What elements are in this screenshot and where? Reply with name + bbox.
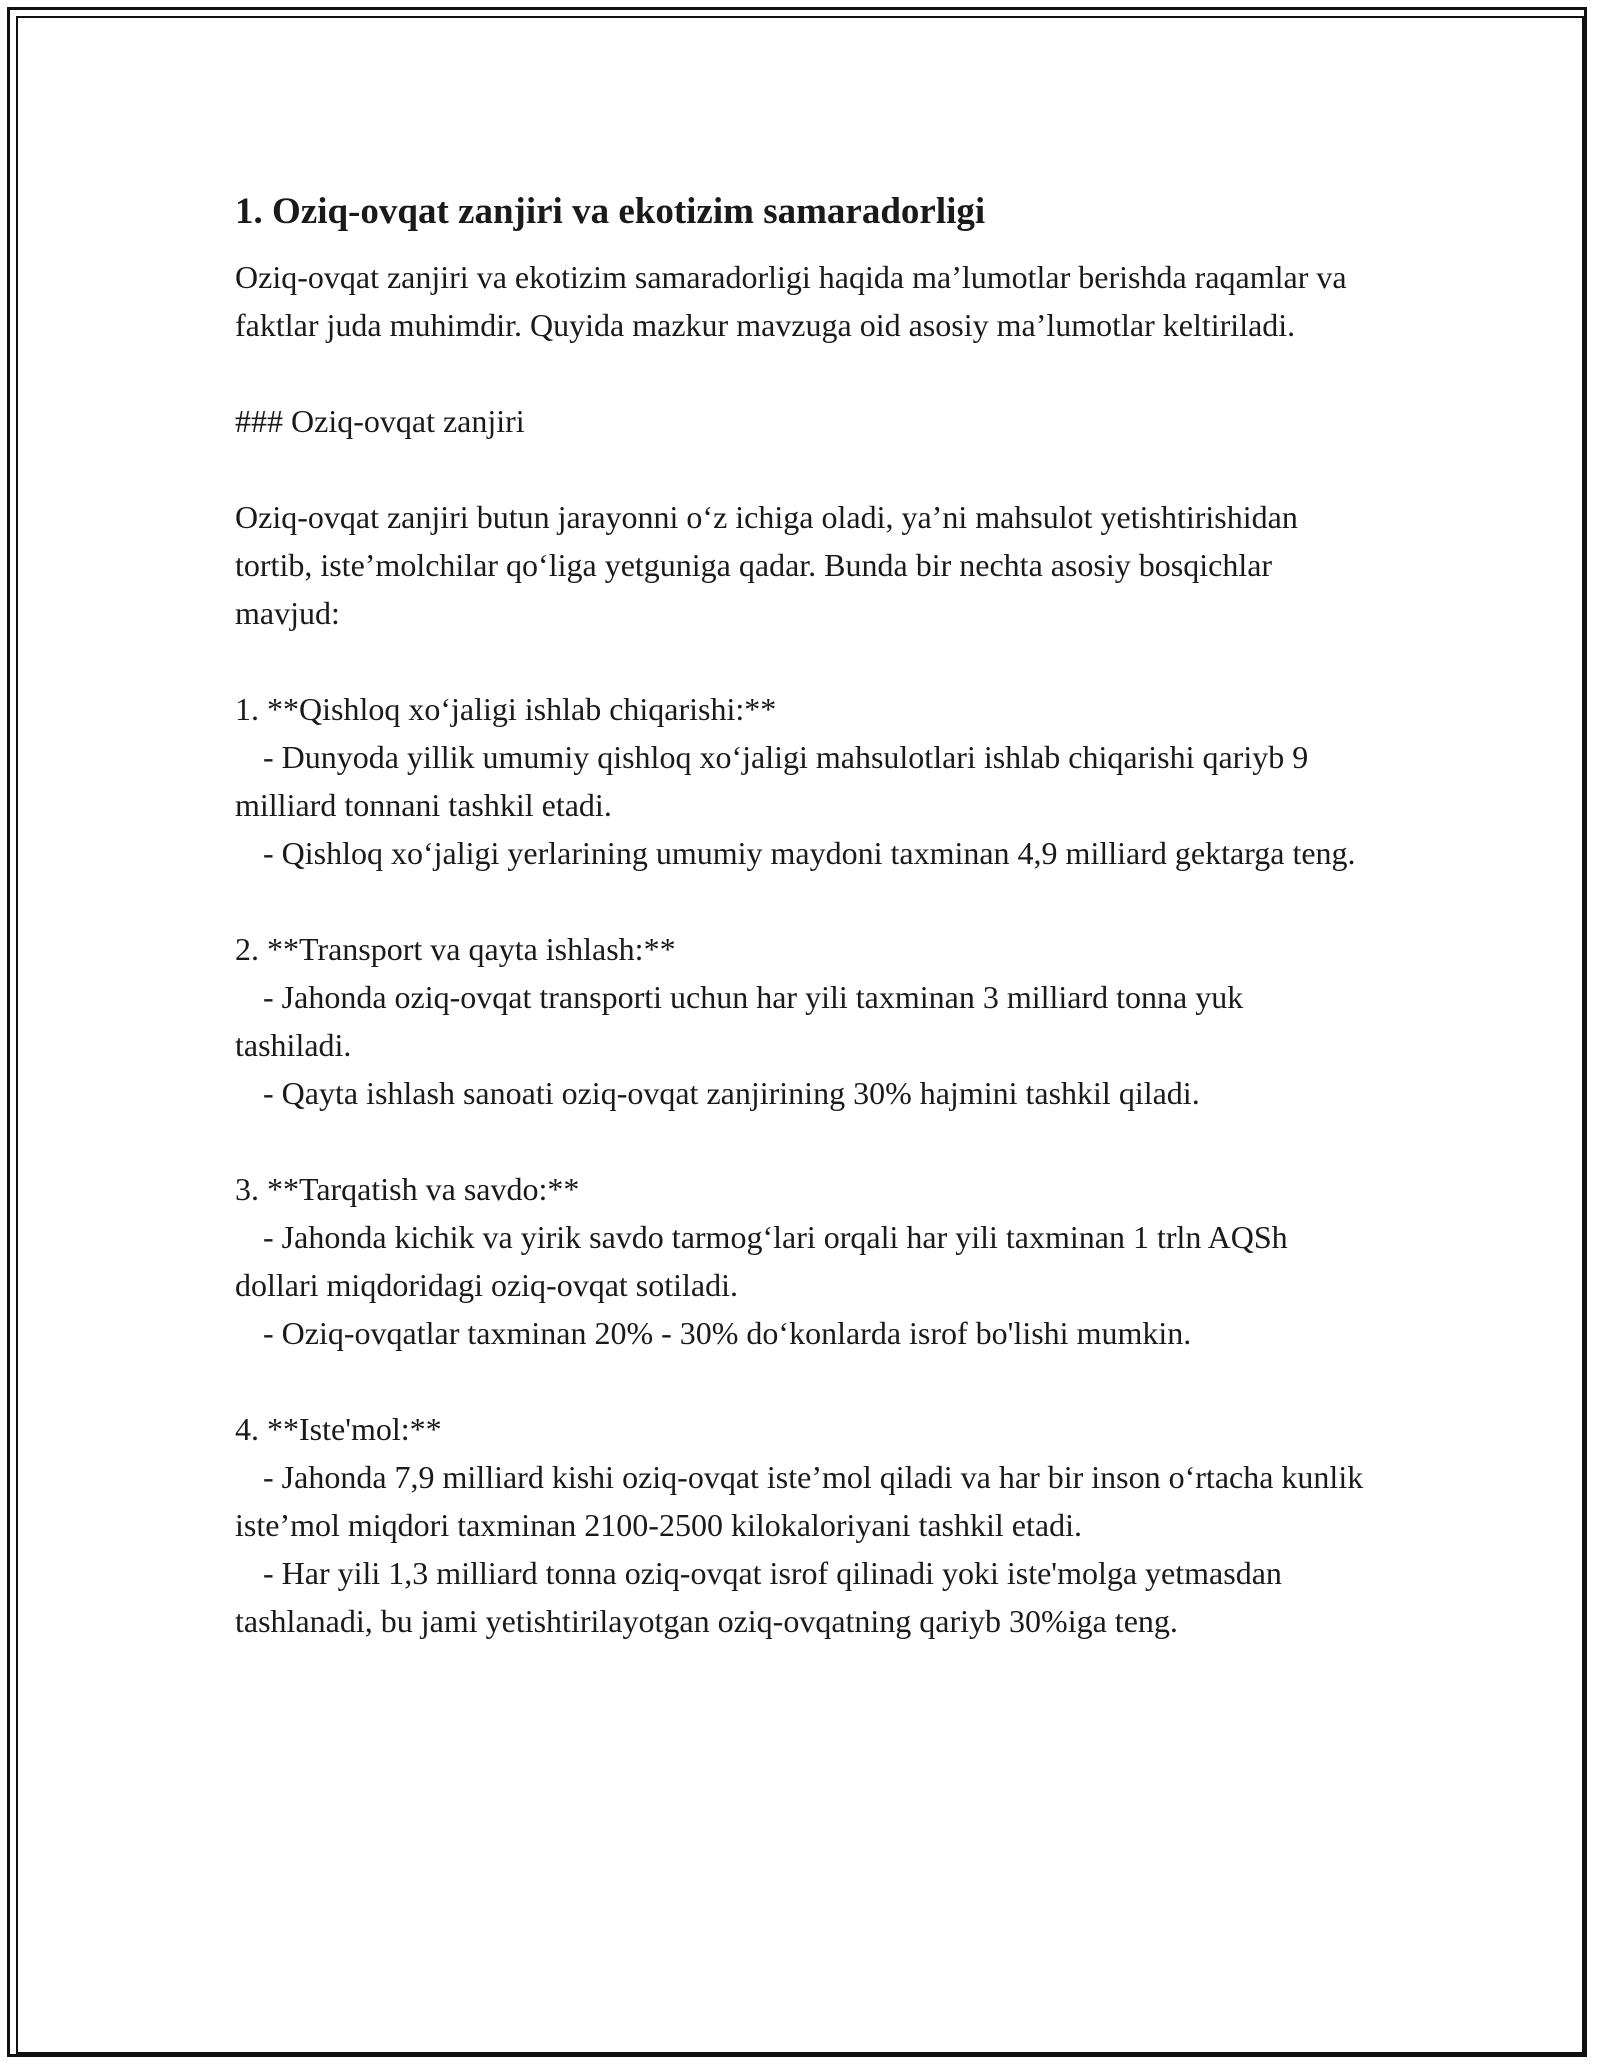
spacer [235,1357,1365,1405]
section-bullet: - Dunyoda yillik umumiy qishloq xo‘jaligi mahsulotlari ishlab chiqarishi qariyb 9 milliard tonnani tashkil etadi. [235,739,1317,823]
section-bullet: - Jahonda oziq-ovqat transporti uchun har yili taxminan 3 milliard tonna yuk tashiladi. [235,979,1252,1063]
section-bullet: - Qayta ishlash sanoati oziq-ovqat zanjirining 30% hajmini tashkil qiladi. [263,1075,1200,1111]
section-heading: 1. **Qishloq xo‘jaligi ishlab chiqarishi:** [235,691,777,727]
document-body [235,185,1372,1645]
section-bullet: - Qishloq xo‘jaligi yerlarining umumiy maydoni taxminan 4,9 milliard gektarga teng. [263,835,1356,871]
section-heading: 2. **Transport va qayta ishlash:** [235,931,676,967]
spacer [235,637,1365,685]
section-heading: 4. **Iste'mol:** [235,1411,442,1447]
spacer [235,1117,1365,1165]
subheading: ### Oziq-ovqat zanjiri [235,403,525,439]
section-bullet: - Oziq-ovqatlar taxminan 20% - 30% do‘konlarda isrof bo'lishi mumkin. [263,1315,1192,1351]
section-bullet: - Jahonda 7,9 milliard kishi oziq-ovqat iste’mol qiladi va har bir inson o‘rtacha kunlik iste’mol miqdori taxminan 2100-2500 kilokaloriyani tashkil etadi. [235,1459,1372,1543]
spacer [235,877,1365,925]
spacer [235,445,1365,493]
chain-intro-paragraph: Oziq-ovqat zanjiri butun jarayonni o‘z ichiga oladi, ya’ni mahsulot yetishtirishidan tortib, iste’molchilar qo‘liga yetguniga qadar. Bunda bir nechta asosiy bosqichlar mavjud: [235,499,1306,631]
intro-paragraph: Oziq-ovqat zanjiri va ekotizim samaradorligi haqida ma’lumotlar berishda raqamlar va faktlar juda muhimdir. Quyida mazkur mavzuga oid asosiy ma’lumotlar keltiriladi. [235,259,1355,343]
section-bullet: - Har yili 1,3 milliard tonna oziq-ovqat isrof qilinadi yoki iste'molga yetmasdan tashlanadi, bu jami yetishtirilayotgan oziq-ovqatning qariyb 30%iga teng. [235,1555,1290,1639]
spacer [235,349,1365,397]
section-heading: 3. **Tarqatish va savdo:** [235,1171,580,1207]
section-bullet: - Jahonda kichik va yirik savdo tarmog‘lari orqali har yili taxminan 1 trln AQSh dollari miqdoridagi oziq-ovqat sotiladi. [235,1219,1296,1303]
document-title: 1. Oziq-ovqat zanjiri va ekotizim samaradorligi [235,191,986,232]
